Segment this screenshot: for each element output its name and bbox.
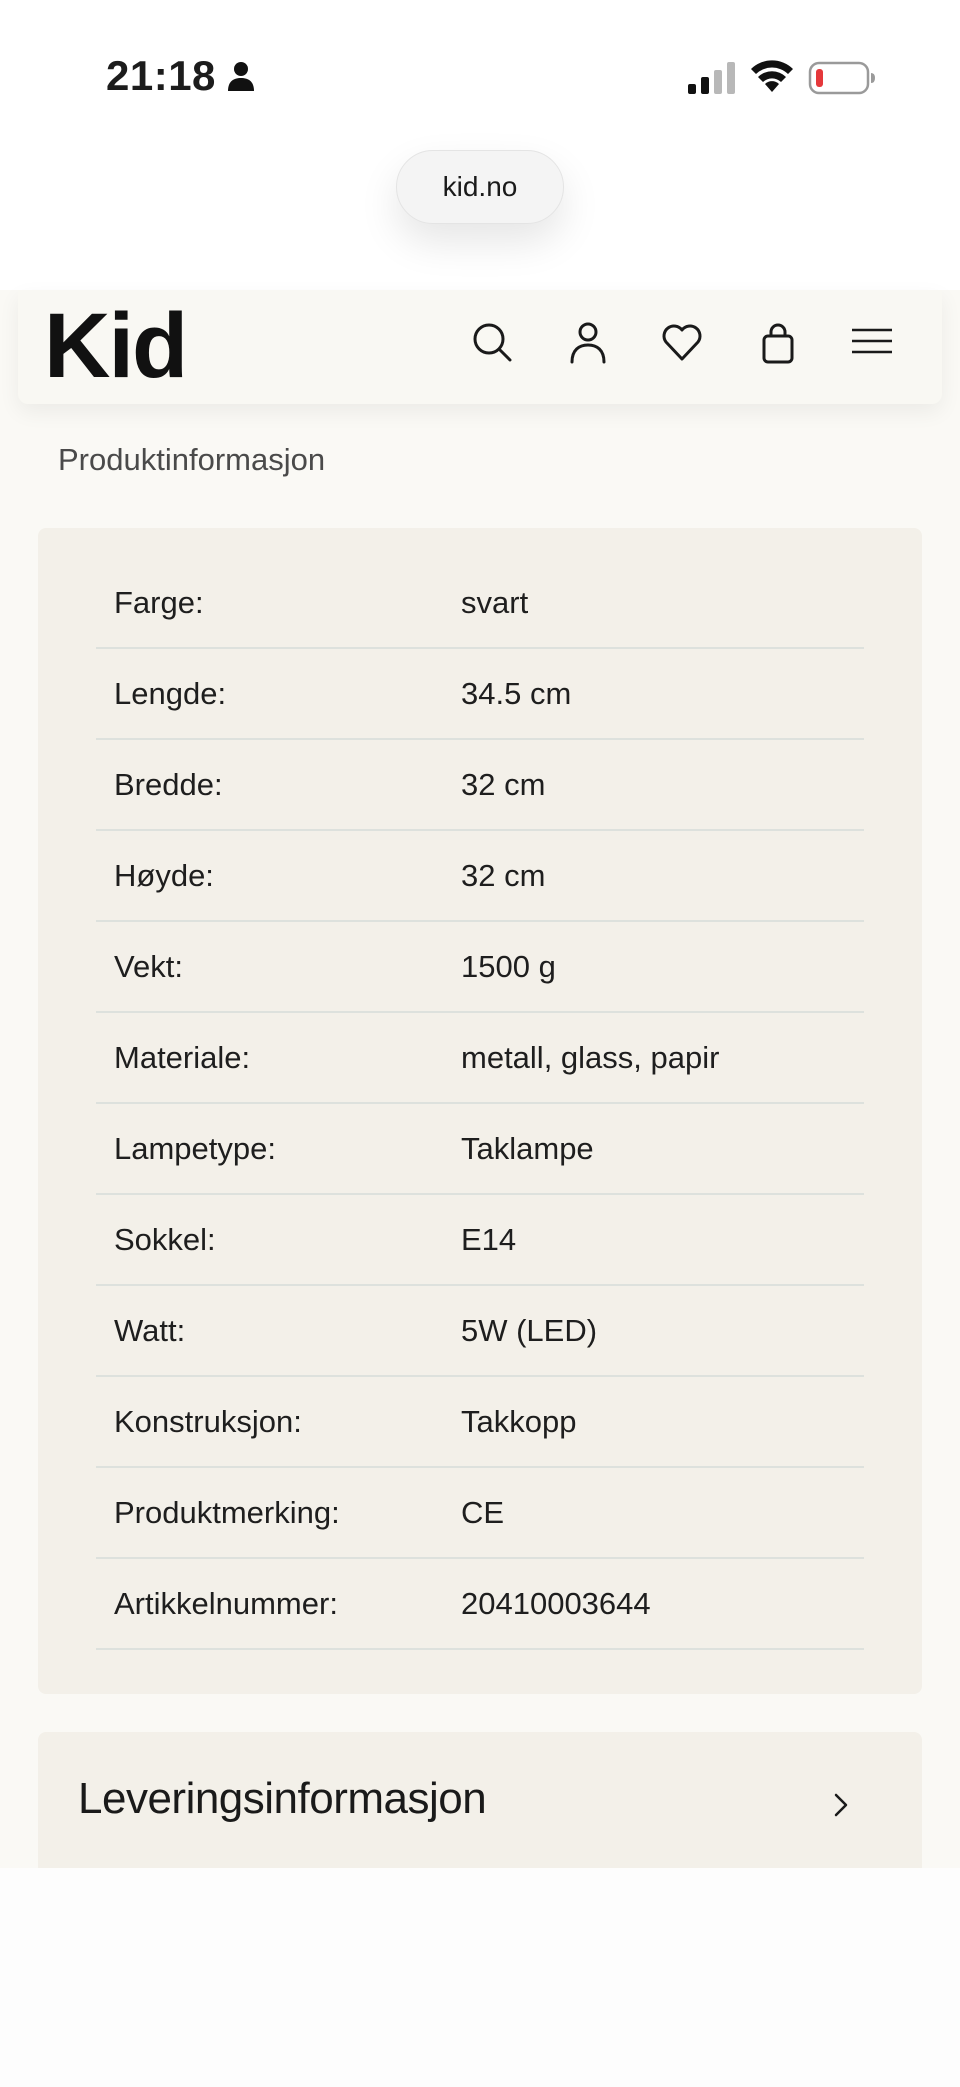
product-info-card	[38, 528, 922, 1694]
spec-row-lengde	[96, 649, 864, 740]
spec-label: Watt:	[114, 1312, 186, 1348]
spec-value: 5W (LED)	[461, 1312, 598, 1348]
url-pill[interactable]: kid.no	[396, 150, 564, 224]
spec-label: Lampetype:	[114, 1130, 276, 1166]
menu-icon[interactable]	[850, 320, 894, 364]
spec-label: Vekt:	[114, 948, 183, 984]
spec-row-produktmerking	[96, 1468, 864, 1559]
spec-row-konstruksjon	[96, 1377, 864, 1468]
spec-value: 32 cm	[461, 766, 546, 802]
browser-bottom-area	[0, 1868, 960, 2087]
spec-row-lampetype	[96, 1104, 864, 1195]
spec-table	[96, 558, 864, 1650]
spec-label: Lengde:	[114, 675, 227, 711]
spec-value: CE	[461, 1494, 505, 1530]
spec-label: Sokkel:	[114, 1221, 216, 1257]
user-icon[interactable]	[566, 320, 610, 364]
signal-icon	[688, 62, 736, 94]
spec-value: Taklampe	[461, 1130, 594, 1166]
battery-icon	[808, 60, 876, 96]
spec-row-materiale	[96, 1013, 864, 1104]
spec-row-sokkel	[96, 1195, 864, 1286]
browser-url-area	[0, 150, 960, 290]
kid-logo[interactable]: Kid	[44, 295, 187, 397]
spec-row-artikkelnummer	[96, 1559, 864, 1650]
delivery-info-title: Leveringsinformasjon	[78, 1774, 487, 1823]
status-bar	[0, 0, 960, 150]
search-icon[interactable]	[470, 320, 514, 364]
spec-row-watt	[96, 1286, 864, 1377]
product-info-title: Produktinformasjon	[58, 442, 326, 477]
spec-row-farge	[96, 558, 864, 649]
spec-label: Høyde:	[114, 857, 214, 893]
bag-icon[interactable]	[756, 320, 800, 364]
spec-row-vekt	[96, 922, 864, 1013]
spec-row-hoyde	[96, 831, 864, 922]
status-time	[106, 52, 256, 100]
spec-label: Produktmerking:	[114, 1494, 340, 1530]
site-header	[18, 290, 942, 404]
site-content	[0, 290, 960, 1868]
spec-value: 32 cm	[461, 857, 546, 893]
spec-value: E14	[461, 1221, 517, 1257]
spec-value: Takkopp	[461, 1403, 577, 1439]
status-time-text: 21:18	[106, 52, 216, 99]
spec-label: Bredde:	[114, 766, 223, 802]
person-icon	[226, 60, 256, 92]
spec-label: Farge:	[114, 584, 204, 620]
spec-label: Artikkelnummer:	[114, 1585, 338, 1621]
wifi-icon	[750, 58, 794, 92]
spec-label: Konstruksjon:	[114, 1403, 302, 1439]
spec-value: 1500 g	[461, 948, 556, 984]
spec-value: 34.5 cm	[461, 675, 572, 711]
chevron-right-icon	[828, 1790, 854, 1820]
spec-value: svart	[461, 584, 529, 620]
spec-row-bredde	[96, 740, 864, 831]
spec-label: Materiale:	[114, 1039, 251, 1075]
spec-value: metall, glass, papir	[461, 1039, 720, 1075]
heart-icon[interactable]	[660, 320, 704, 364]
spec-value: 20410003644	[461, 1585, 651, 1621]
